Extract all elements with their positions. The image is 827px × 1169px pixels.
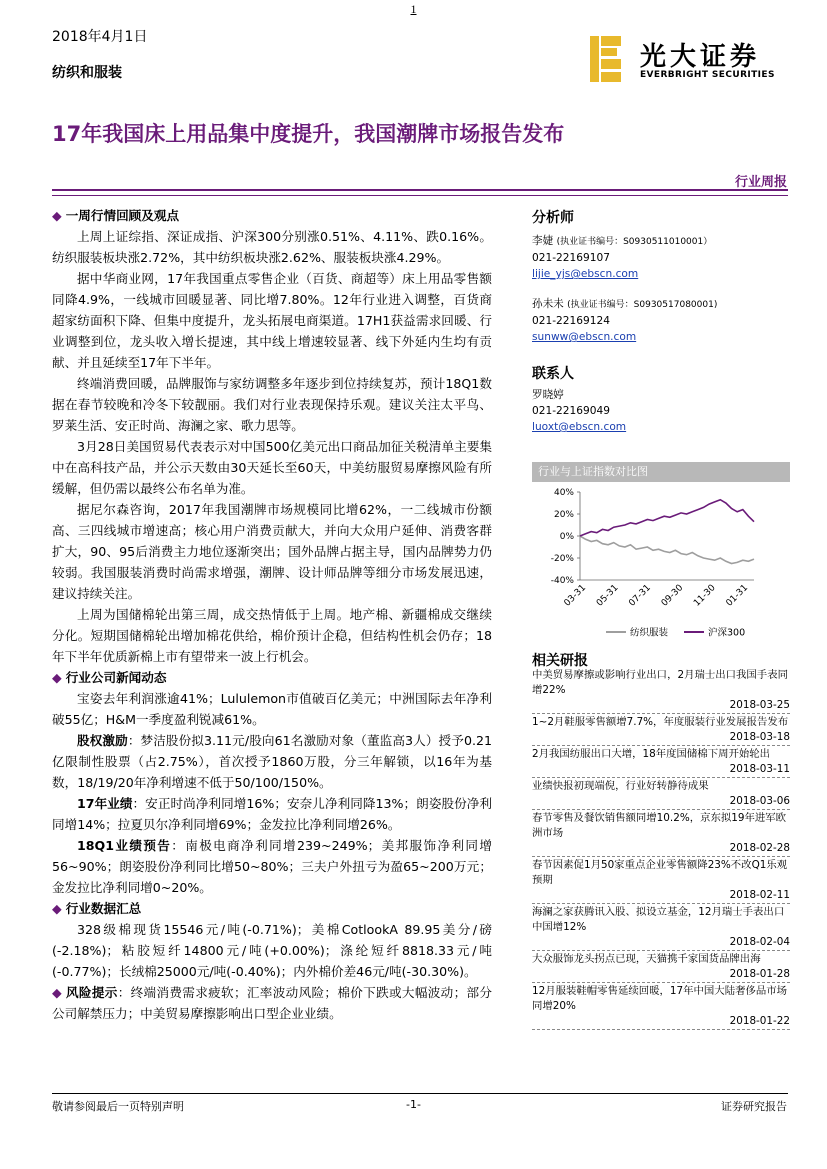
footer-disclaimer: 敬请参阅最后一页特别声明 (52, 1100, 184, 1113)
research-item[interactable] (532, 778, 790, 810)
x-tick-label: 03-31 (562, 583, 589, 609)
x-tick-label: 09-30 (659, 583, 686, 609)
report-date: 2018年4月1日 (52, 29, 148, 45)
risk-text: ：终端消费需求疲软；汇率波动风险；棉价下跌或大幅波动；部分公司解禁压力；中美贸易摩擦影响出口型企业业绩。 (52, 985, 493, 1021)
logo-cn-text: 光大证券 (640, 42, 761, 72)
research-item-date: 2018-03-18 (729, 731, 790, 743)
contact-name: 罗晓婷 (532, 389, 564, 401)
analyst-phone: 021-22169107 (532, 252, 610, 264)
y-tick-label: -20% (550, 554, 574, 564)
contact-email-link[interactable]: luoxt@ebscn.com (532, 421, 627, 433)
analyst-email-link[interactable]: sunww@ebscn.com (532, 331, 637, 343)
equity-para (52, 730, 492, 793)
section-heading-risk: ◆ 风险提示 (52, 985, 118, 1000)
research-item[interactable] (532, 746, 790, 778)
diamond-bullet-icon: ◆ (52, 670, 62, 685)
section-heading-data: ◆ 行业数据汇总 (52, 901, 142, 916)
review-para: 据中华商业网，17年我国重点零售企业（百货、商超等）床上用品零售额同降4.9%，一线城市回暖显著、同比增7.80%。12年行业进入调整，百货商超家纺面积下降、但集中度提升，龙头拓展电商渠道。17H1获益需求回暖、行业调整到位，龙头收入增长提速，其中线上增速较显著、线下外延内生均有贡献、并且延续至17年下半年。 (52, 271, 492, 370)
equity-label: 股权激励 (77, 733, 128, 748)
research-item-date: 2018-02-11 (729, 889, 790, 901)
news-para: 宝姿去年利润涨逾41%；Lululemon市值破百亿美元；中洲国际去年净利破55亿；H&M一季度盈利锐减61%。 (52, 691, 492, 727)
research-item[interactable] (532, 714, 790, 746)
research-item[interactable] (532, 810, 790, 857)
research-list (532, 667, 790, 1030)
analyst-name: 李婕 (532, 235, 554, 247)
series-line (580, 500, 754, 536)
research-item-date: 2018-01-22 (729, 1015, 790, 1027)
research-item-title: 海澜之家获腾讯入股、拟设立基金，12月瑞士手表出口中国增12% (532, 906, 785, 933)
footer-page-number: -1- (406, 1098, 421, 1111)
review-para: 上周上证综指、深证成指、沪深300分别涨0.51%、4.11%、跌0.16%。纺织服装板块涨2.72%，其中纺织板块涨2.62%、服装板块涨4.29%。 (52, 229, 492, 265)
risk-para (52, 982, 492, 1024)
section-heading-news: ◆ 行业公司新闻动态 (52, 670, 167, 685)
contact-phone: 021-22169049 (532, 405, 610, 417)
report-type: 行业周报 (734, 175, 787, 190)
x-tick-label: 11-30 (692, 583, 718, 609)
forecast-text: ：南极电商净利同增239~249%；美邦服饰净利同增56~90%；朗姿股份净利同比增50~80%；三夫户外扭亏为盈65~200万元；金发拉比净利同增0~20%。 (52, 838, 492, 895)
research-item-date: 2018-01-28 (729, 968, 790, 980)
forecast-label: 18Q1业绩预告 (77, 838, 172, 853)
research-item[interactable] (532, 951, 790, 983)
review-para: 终端消费回暖，品牌服饰与家纺调整多年逐步到位持续复苏，预计18Q1数据在春节较晚和冷冬下较靓丽。我们对行业表现保持乐观。建议关注太平鸟、罗莱生活、安正时尚、海澜之家、歌力思等。 (52, 376, 492, 433)
everbright-logo-icon (588, 34, 624, 84)
review-para: 3月28日美国贸易代表表示对中国500亿美元出口商品加征关税清单主要集中在高科技产品，并公示天数由30天延长至60天，中美纺服贸易摩擦风险有所缓解，但仍需以最终公布名单为准。 (52, 439, 492, 496)
review-para: 上周为国储棉轮出第三周，成交热情低于上周。地产棉、新疆棉成交继续分化。短期国储棉轮出增加棉花供给，棉价预计企稳，但结构性机会仍存；18年下半年优质新棉上市有望带来一波上行机会。 (52, 607, 492, 664)
research-item-date: 2018-02-04 (729, 936, 790, 948)
x-tick-label: 05-31 (594, 583, 621, 609)
analyst-card (532, 296, 790, 345)
y-tick-label: -40% (550, 576, 574, 586)
footer-report-label: 证券研究报告 (721, 1100, 787, 1113)
diamond-bullet-icon: ◆ (52, 985, 63, 1000)
data-para: 328级棉现货15546元/吨(-0.71%)；美棉CotlookA 89.95美分/磅(-2.18%)；粘胶短纤14800元/吨(+0.00%)；涤纶短纤8818.33元/吨(-0.77%)；长绒棉25000元/吨(-0.40%)；内外棉价差46元/吨(-30.30%)。 (52, 922, 492, 979)
forecast-para (52, 835, 492, 898)
research-item-title: 春节零售及餐饮销售额同增10.2%，京东拟19年进军欧洲市场 (532, 812, 787, 839)
equity-text: ：梦洁股份拟3.11元/股向61名激励对象（董监高3人）授予0.21亿限制性股票（占2.75%），首次授予1860万股，分三年解锁，以16年为基数，18/19/20年净利增速不低于50/100/150%。 (52, 733, 492, 790)
analyst-block (532, 207, 790, 435)
y-tick-label: 40% (553, 488, 574, 498)
diamond-bullet-icon: ◆ (52, 208, 62, 223)
research-item-date: 2018-02-28 (729, 842, 790, 854)
results-label: 17年业绩 (77, 796, 133, 811)
research-item-title: 中美贸易摩擦或影响行业出口，2月瑞士出口我国手表同增22% (532, 669, 788, 696)
section-heading-review: ◆ 一周行情回顾及观点 (52, 208, 180, 223)
analyst-title: 分析师 (532, 210, 574, 226)
research-item-title: 春节因素促1月50家重点企业零售额降23%不改Q1乐观预期 (532, 859, 788, 886)
report-title: 17年我国床上用品集中度提升，我国潮牌市场报告发布 (52, 122, 565, 146)
chart-title: 行业与上证指数对比图 (532, 462, 790, 482)
research-item-title: 12月服装鞋帽零售延续回暖，17年中国大陆奢侈品市场同增20% (532, 985, 788, 1012)
contact-card (532, 387, 790, 435)
x-tick-label: 01-31 (724, 583, 751, 609)
diamond-bullet-icon: ◆ (52, 901, 62, 916)
research-item-title: 业绩快报初现端倪，行业好转静待成果 (532, 780, 709, 792)
legend-label: 纺织服装 (630, 627, 669, 639)
top-page-number: 1 (410, 2, 417, 16)
research-title: 相关研报 (532, 653, 588, 669)
research-item[interactable] (532, 667, 790, 714)
research-item-title: 2月我国纺服出口大增，18年度国储棉下周开始轮出 (532, 748, 771, 760)
title-divider (52, 189, 788, 191)
sector-label: 纺织和服装 (52, 65, 122, 81)
y-tick-label: 20% (553, 510, 574, 520)
series-line (580, 536, 754, 564)
title-divider-thin (52, 195, 788, 196)
research-item-date: 2018-03-11 (729, 763, 790, 775)
chart-plot (532, 482, 790, 640)
x-tick-label: 07-31 (627, 583, 653, 609)
research-item-date: 2018-03-06 (729, 795, 790, 807)
analyst-cert: (执业证书编号：S0930511010001） (556, 237, 713, 247)
logo-en-text: EVERBRIGHT SECURITIES (640, 70, 775, 80)
research-item[interactable] (532, 857, 790, 904)
analyst-phone: 021-22169124 (532, 315, 610, 327)
results-text: ：安正时尚净利同增16%；安奈儿净利同降13%；朗姿股份净利同增14%；拉夏贝尔净利同增69%；金发拉比净利同增26%。 (52, 796, 493, 832)
contact-title: 联系人 (532, 366, 574, 382)
research-item-title: 1~2月鞋服零售额增7.7%，年度服装行业发展报告发布 (532, 716, 789, 728)
footer-divider (52, 1093, 788, 1094)
analyst-name: 孙未未 (532, 298, 564, 310)
research-item-date: 2018-03-25 (729, 699, 790, 711)
main-column (52, 205, 492, 1024)
company-logo (588, 34, 788, 86)
index-comparison-chart (532, 462, 790, 640)
results-para (52, 793, 492, 835)
research-item[interactable] (532, 983, 790, 1030)
legend-label: 沪深300 (708, 627, 746, 639)
analyst-cert: (执业证书编号：S0930517080001) (567, 300, 718, 310)
research-item-title: 大众服饰龙头拐点已现，天猫携千家国货品牌出海 (532, 953, 761, 965)
y-tick-label: 0% (559, 532, 574, 542)
research-item[interactable] (532, 904, 790, 951)
analyst-email-link[interactable]: lijie_yjs@ebscn.com (532, 268, 639, 280)
review-para: 据尼尔森咨询，2017年我国潮牌市场规模同比增62%，一二线城市份额高、三四线城市增速高；核心用户消费贡献大，并向大众用户延伸、消费客群扩大，90、95后消费主力地位逐渐突出；国外品牌占据主导，国内品牌势力仍较弱。我国服装消费时尚需求增强，潮牌、设计师品牌等细分市场发展迅速，建议持续关注。 (52, 502, 492, 601)
analyst-card (532, 233, 790, 282)
